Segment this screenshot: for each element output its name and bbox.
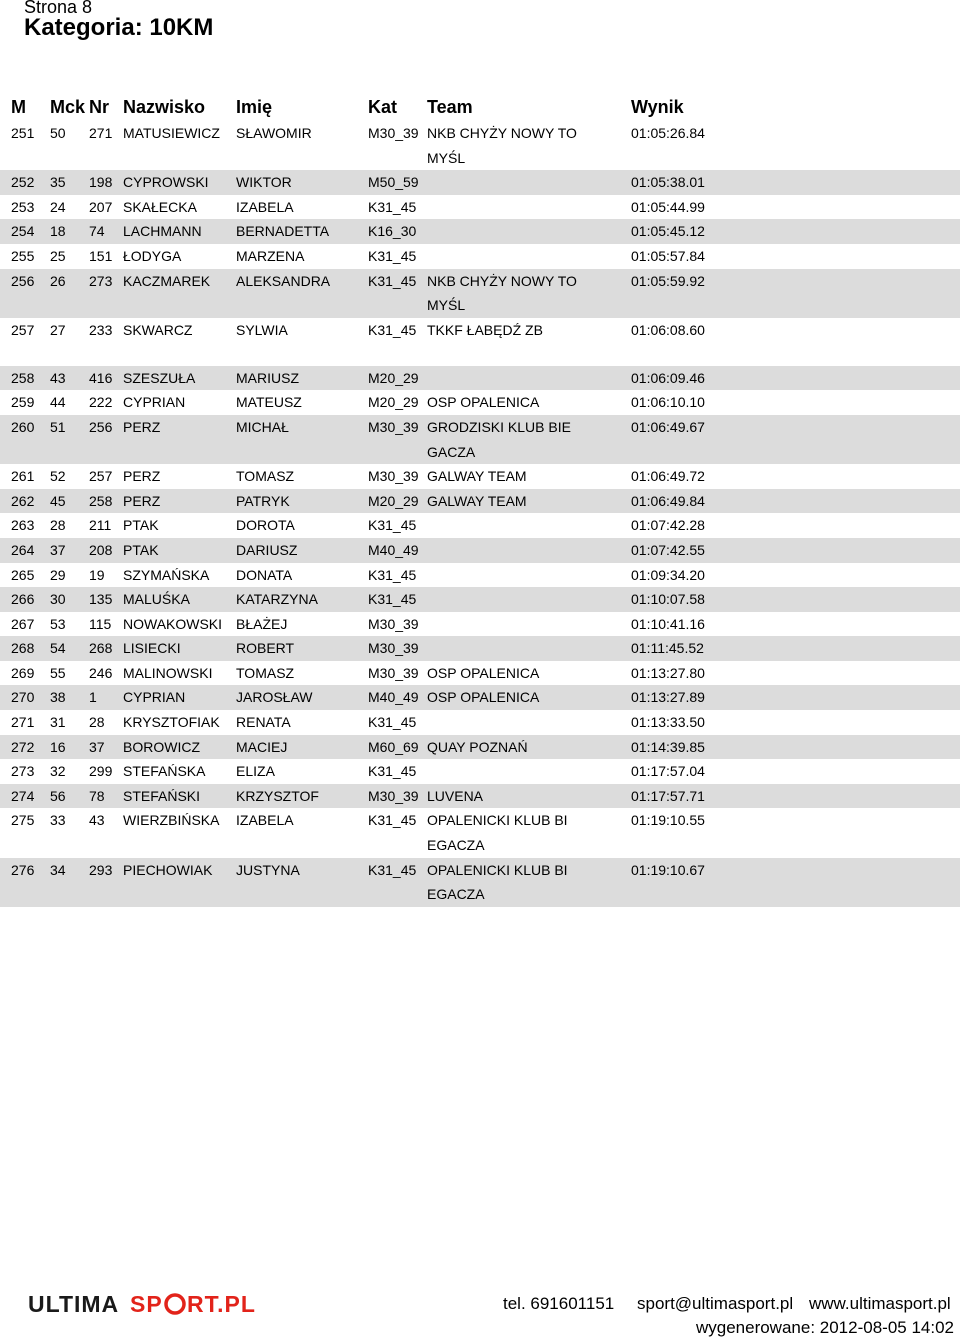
page-number-label: Strona 8 xyxy=(24,0,93,17)
table-row xyxy=(0,415,960,464)
cell-kat: K31_45 xyxy=(368,591,417,608)
cell-wynik: 01:09:34.20 xyxy=(631,566,705,583)
table-row xyxy=(0,366,960,391)
cell-imie: IZABELA xyxy=(236,812,294,829)
cell-kat: M20_29 xyxy=(368,369,419,386)
cell-m: 264 xyxy=(11,541,35,558)
cell-mck: 34 xyxy=(50,861,66,878)
cell-mck: 16 xyxy=(50,738,66,755)
table-row xyxy=(0,636,960,661)
cell-nr: 256 xyxy=(89,418,113,435)
cell-nr: 246 xyxy=(89,664,113,681)
cell-wynik: 01:06:09.46 xyxy=(631,369,705,386)
cell-wynik: 01:19:10.67 xyxy=(631,861,705,878)
cell-m: 262 xyxy=(11,492,35,509)
cell-nazwisko: KACZMAREK xyxy=(123,272,211,289)
cell-nazwisko: CYPRIAN xyxy=(123,689,186,706)
cell-wynik: 01:05:44.99 xyxy=(631,198,705,215)
cell-mck: 52 xyxy=(50,468,66,485)
cell-nr: 222 xyxy=(89,394,113,411)
cell-nr: 258 xyxy=(89,492,113,509)
cell-nr: 208 xyxy=(89,541,113,558)
footer-website[interactable]: www.ultimasport.pl xyxy=(809,1294,951,1313)
cell-nr: 74 xyxy=(89,223,105,240)
table-row xyxy=(0,244,960,269)
cell-m: 270 xyxy=(11,689,35,706)
cell-kat: M50_59 xyxy=(368,174,419,191)
table-row xyxy=(0,513,960,538)
cell-wynik: 01:10:41.16 xyxy=(631,615,705,632)
cell-m: 267 xyxy=(11,615,35,632)
table-row xyxy=(0,538,960,563)
cell-nazwisko: MATUSIEWICZ xyxy=(123,125,220,141)
cell-wynik: 01:13:33.50 xyxy=(631,714,705,731)
cell-imie: MARIUSZ xyxy=(236,369,299,386)
cell-nr: 19 xyxy=(89,566,105,583)
cell-m: 272 xyxy=(11,738,35,755)
cell-nazwisko: MALUŚKA xyxy=(123,591,190,608)
table-row xyxy=(0,390,960,415)
table-row xyxy=(0,318,960,366)
cell-imie: SYLWIA xyxy=(236,321,288,338)
cell-imie: TOMASZ xyxy=(236,664,295,681)
cell-wynik: 01:06:49.72 xyxy=(631,468,705,485)
cell-m: 252 xyxy=(11,174,35,191)
cell-kat: M20_29 xyxy=(368,492,419,509)
col-header-wynik: Wynik xyxy=(631,97,684,117)
cell-kat: M30_39 xyxy=(368,418,419,435)
cell-team: GALWAY TEAM xyxy=(427,492,527,509)
cell-nr: 207 xyxy=(89,198,113,215)
table-row xyxy=(0,735,960,760)
cell-kat: K31_45 xyxy=(368,272,417,289)
col-header-imie: Imię xyxy=(236,97,273,117)
cell-kat: K16_30 xyxy=(368,223,417,240)
cell-team: NKB CHYŻY NOWY TO MYŚL xyxy=(427,272,577,314)
cell-mck: 51 xyxy=(50,418,66,435)
cell-wynik: 01:06:08.60 xyxy=(631,321,705,338)
cell-nr: 115 xyxy=(89,615,112,632)
cell-mck: 27 xyxy=(50,321,66,338)
svg-text:ULTIMA: ULTIMA xyxy=(28,1291,120,1317)
cell-wynik: 01:06:49.84 xyxy=(631,492,705,509)
cell-m: 257 xyxy=(11,321,35,338)
cell-nazwisko: WIERZBIŃSKA xyxy=(123,812,220,829)
cell-imie: DOROTA xyxy=(236,517,295,534)
cell-mck: 26 xyxy=(50,272,66,289)
svg-text:RT.PL: RT.PL xyxy=(187,1291,256,1317)
cell-mck: 54 xyxy=(50,640,66,657)
cell-imie: JUSTYNA xyxy=(236,861,300,878)
cell-nr: 78 xyxy=(89,787,105,804)
cell-imie: KATARZYNA xyxy=(236,591,318,608)
results-table xyxy=(0,97,960,907)
cell-m: 268 xyxy=(11,640,35,657)
cell-imie: RENATA xyxy=(236,714,291,731)
table-row xyxy=(0,612,960,637)
cell-nazwisko: BOROWICZ xyxy=(123,738,200,755)
cell-nr: 271 xyxy=(89,125,113,141)
cell-m: 259 xyxy=(11,394,35,411)
cell-team: QUAY POZNAŃ xyxy=(427,738,528,755)
cell-nr: 28 xyxy=(89,714,105,731)
cell-wynik: 01:07:42.55 xyxy=(631,541,705,558)
cell-nazwisko: LACHMANN xyxy=(123,223,202,240)
cell-nr: 211 xyxy=(89,517,112,534)
table-row xyxy=(0,685,960,710)
cell-kat: M40_49 xyxy=(368,689,419,706)
cell-kat: K31_45 xyxy=(368,812,417,829)
cell-mck: 43 xyxy=(50,369,66,386)
footer-phone: tel. 691601151 xyxy=(503,1294,615,1313)
cell-kat: M30_39 xyxy=(368,640,419,657)
table-row xyxy=(0,808,960,857)
cell-imie: TOMASZ xyxy=(236,468,295,485)
cell-wynik: 01:05:57.84 xyxy=(631,247,705,264)
table-body xyxy=(0,121,960,907)
cell-imie: MATEUSZ xyxy=(236,394,302,411)
category-title: Kategoria: 10KM xyxy=(24,14,214,41)
cell-nazwisko: STEFAŃSKI xyxy=(123,787,201,804)
cell-team: GRODZISKI KLUB BIE GACZA xyxy=(427,418,571,460)
cell-imie: ROBERT xyxy=(236,640,295,657)
cell-kat: K31_45 xyxy=(368,321,417,338)
col-header-nr: Nr xyxy=(89,97,110,117)
table-row xyxy=(0,563,960,588)
cell-nr: 293 xyxy=(89,861,113,878)
cell-imie: KRZYSZTOF xyxy=(236,787,319,804)
cell-nazwisko: SZYMAŃSKA xyxy=(123,566,210,583)
cell-m: 266 xyxy=(11,591,35,608)
cell-nr: 135 xyxy=(89,591,113,608)
cell-kat: M30_39 xyxy=(368,664,419,681)
cell-nazwisko: PERZ xyxy=(123,418,161,435)
cell-wynik: 01:05:38.01 xyxy=(631,174,705,191)
table-row xyxy=(0,464,960,489)
cell-imie: ALEKSANDRA xyxy=(236,272,331,289)
cell-nazwisko: NOWAKOWSKI xyxy=(123,615,223,632)
cell-team: NKB CHYŻY NOWY TO MYŚL xyxy=(427,125,577,166)
cell-team: OPALENICKI KLUB BI EGACZA xyxy=(427,861,568,903)
cell-kat: K31_45 xyxy=(368,247,417,264)
table-row xyxy=(0,195,960,220)
cell-nazwisko: SZESZUŁA xyxy=(123,369,196,386)
table-row xyxy=(0,784,960,809)
cell-nr: 37 xyxy=(89,738,105,755)
cell-nr: 299 xyxy=(89,763,113,780)
cell-m: 253 xyxy=(11,198,35,215)
cell-wynik: 01:11:45.52 xyxy=(631,640,704,657)
cell-imie: ELIZA xyxy=(236,763,275,780)
table-row xyxy=(0,661,960,686)
cell-m: 269 xyxy=(11,664,35,681)
table-row xyxy=(0,858,960,907)
cell-team: LUVENA xyxy=(427,787,484,804)
cell-mck: 38 xyxy=(50,689,66,706)
cell-mck: 56 xyxy=(50,787,66,804)
cell-nazwisko: PIECHOWIAK xyxy=(123,861,213,878)
cell-kat: M30_39 xyxy=(368,468,419,485)
cell-nazwisko: PERZ xyxy=(123,468,161,485)
cell-wynik: 01:17:57.71 xyxy=(631,787,705,804)
cell-kat: K31_45 xyxy=(368,714,417,731)
cell-nazwisko: ŁODYGA xyxy=(123,247,182,264)
cell-mck: 37 xyxy=(50,541,66,558)
cell-kat: M60_69 xyxy=(368,738,419,755)
cell-wynik: 01:06:10.10 xyxy=(631,394,705,411)
cell-m: 255 xyxy=(11,247,35,264)
cell-nazwisko: LISIECKI xyxy=(123,640,181,657)
cell-wynik: 01:06:49.67 xyxy=(631,418,705,435)
cell-kat: K31_45 xyxy=(368,763,417,780)
table-row xyxy=(0,489,960,514)
col-header-team: Team xyxy=(427,97,473,117)
cell-imie: DARIUSZ xyxy=(236,541,298,558)
cell-wynik: 01:05:26.84 xyxy=(631,125,705,141)
cell-wynik: 01:19:10.55 xyxy=(631,812,705,829)
cell-m: 265 xyxy=(11,566,35,583)
cell-team: OPALENICKI KLUB BI EGACZA xyxy=(427,812,568,854)
cell-imie: WIKTOR xyxy=(236,174,292,191)
cell-nr: 268 xyxy=(89,640,113,657)
cell-kat: K31_45 xyxy=(368,517,417,534)
cell-mck: 45 xyxy=(50,492,66,509)
cell-m: 256 xyxy=(11,272,35,289)
cell-nazwisko: PTAK xyxy=(123,517,159,534)
cell-imie: PATRYK xyxy=(236,492,290,509)
col-header-nazwisko: Nazwisko xyxy=(123,97,206,117)
table-row xyxy=(0,170,960,195)
cell-nazwisko: CYPRIAN xyxy=(123,394,186,411)
footer-email[interactable]: sport@ultimasport.pl xyxy=(637,1294,794,1313)
cell-mck: 24 xyxy=(50,198,66,215)
table-row xyxy=(0,759,960,784)
cell-nazwisko: PTAK xyxy=(123,541,159,558)
cell-mck: 53 xyxy=(50,615,66,632)
cell-nazwisko: CYPROWSKI xyxy=(123,174,209,191)
cell-imie: DONATA xyxy=(236,566,293,583)
cell-nazwisko: MALINOWSKI xyxy=(123,664,213,681)
cell-team: OSP OPALENICA xyxy=(427,664,540,681)
cell-nr: 257 xyxy=(89,468,113,485)
cell-imie: MICHAŁ xyxy=(236,418,289,435)
cell-wynik: 01:14:39.85 xyxy=(631,738,705,755)
cell-mck: 31 xyxy=(50,714,66,731)
cell-imie: MARZENA xyxy=(236,247,305,264)
cell-mck: 29 xyxy=(50,566,66,583)
cell-imie: BERNADETTA xyxy=(236,223,330,240)
table-row xyxy=(0,219,960,244)
cell-m: 251 xyxy=(11,125,35,141)
svg-text:SP: SP xyxy=(130,1291,163,1317)
cell-wynik: 01:07:42.28 xyxy=(631,517,705,534)
cell-kat: K31_45 xyxy=(368,198,417,215)
table-row xyxy=(0,587,960,612)
col-header-m: M xyxy=(11,97,26,117)
cell-m: 276 xyxy=(11,861,35,878)
cell-kat: M40_49 xyxy=(368,541,419,558)
cell-team: GALWAY TEAM xyxy=(427,468,527,485)
cell-nr: 151 xyxy=(89,247,113,264)
cell-mck: 30 xyxy=(50,591,66,608)
cell-mck: 44 xyxy=(50,394,66,411)
cell-nr: 416 xyxy=(89,369,113,386)
cell-kat: K31_45 xyxy=(368,861,417,878)
table-row xyxy=(0,710,960,735)
cell-nazwisko: KRYSZTOFIAK xyxy=(123,714,220,731)
cell-mck: 28 xyxy=(50,517,66,534)
cell-nazwisko: SKWARCZ xyxy=(123,321,193,338)
cell-mck: 33 xyxy=(50,812,66,829)
cell-mck: 50 xyxy=(50,125,66,141)
cell-m: 271 xyxy=(11,714,35,731)
cell-m: 274 xyxy=(11,787,35,804)
cell-nazwisko: SKAŁECKA xyxy=(123,198,197,215)
cell-kat: M30_39 xyxy=(368,125,419,141)
cell-mck: 32 xyxy=(50,763,66,780)
cell-m: 261 xyxy=(11,468,35,485)
table-header xyxy=(0,97,960,121)
cell-m: 258 xyxy=(11,369,35,386)
cell-m: 273 xyxy=(11,763,35,780)
cell-m: 254 xyxy=(11,223,35,240)
cell-m: 263 xyxy=(11,517,35,534)
cell-imie: IZABELA xyxy=(236,198,294,215)
ultimasport-logo xyxy=(28,1291,268,1317)
cell-m: 275 xyxy=(11,812,35,829)
cell-nr: 43 xyxy=(89,812,105,829)
table-row xyxy=(0,269,960,318)
cell-nazwisko: STEFAŃSKA xyxy=(123,763,206,780)
cell-nr: 273 xyxy=(89,272,113,289)
cell-nr: 198 xyxy=(89,174,113,191)
cell-wynik: 01:10:07.58 xyxy=(631,591,705,608)
cell-mck: 25 xyxy=(50,247,66,264)
cell-nr: 1 xyxy=(89,689,97,706)
cell-kat: M30_39 xyxy=(368,615,419,632)
cell-imie: SŁAWOMIR xyxy=(236,125,312,141)
col-header-kat: Kat xyxy=(368,97,398,117)
cell-wynik: 01:17:57.04 xyxy=(631,763,705,780)
cell-kat: K31_45 xyxy=(368,566,417,583)
generated-timestamp: wygenerowane: 2012-08-05 14:02 xyxy=(695,1318,954,1337)
cell-kat: M20_29 xyxy=(368,394,419,411)
cell-team: TKKF ŁABĘDŹ ZB xyxy=(427,321,543,338)
cell-m: 260 xyxy=(11,418,35,435)
cell-kat: M30_39 xyxy=(368,787,419,804)
cell-wynik: 01:05:59.92 xyxy=(631,272,705,289)
cell-mck: 35 xyxy=(50,174,66,191)
cell-wynik: 01:13:27.80 xyxy=(631,664,705,681)
cell-imie: BŁAŻEJ xyxy=(236,615,288,632)
col-header-mck: Mck xyxy=(50,97,86,117)
cell-wynik: 01:13:27.89 xyxy=(631,689,705,706)
cell-mck: 18 xyxy=(50,223,66,240)
cell-wynik: 01:05:45.12 xyxy=(631,223,705,240)
cell-team: OSP OPALENICA xyxy=(427,689,540,706)
cell-team: OSP OPALENICA xyxy=(427,394,540,411)
cell-nr: 233 xyxy=(89,321,113,338)
cell-nazwisko: PERZ xyxy=(123,492,161,509)
cell-imie: JAROSŁAW xyxy=(236,689,313,706)
cell-imie: MACIEJ xyxy=(236,738,288,755)
cell-mck: 55 xyxy=(50,664,66,681)
table-row xyxy=(0,121,960,170)
